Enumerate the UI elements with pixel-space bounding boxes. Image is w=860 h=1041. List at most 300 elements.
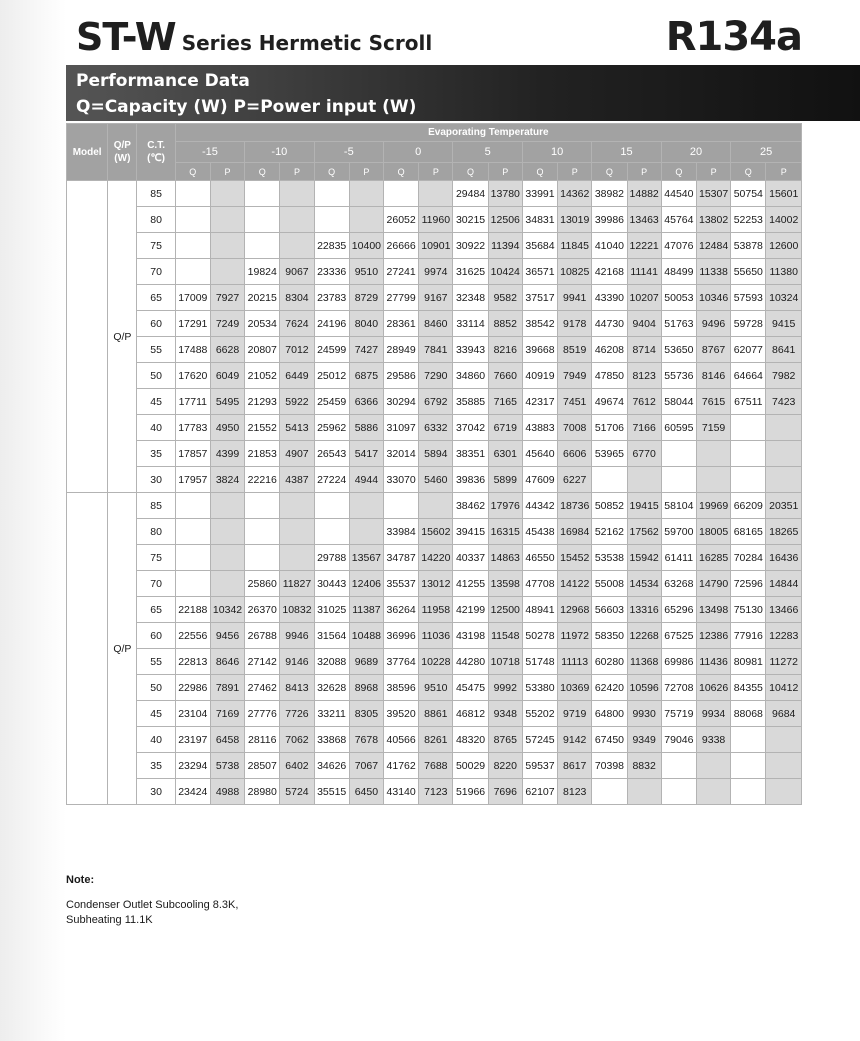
- table-row: [67, 545, 802, 571]
- capacity-cell: 23197: [175, 727, 210, 753]
- capacity-cell: 48941: [522, 597, 557, 623]
- power-cell: 12221: [627, 233, 661, 259]
- table-body: [67, 181, 802, 805]
- power-cell: 7891: [210, 675, 244, 701]
- power-cell: 8413: [280, 675, 314, 701]
- capacity-cell: 47850: [592, 363, 627, 389]
- capacity-cell: 50278: [522, 623, 557, 649]
- capacity-cell: [384, 493, 419, 519]
- power-cell: 8123: [627, 363, 661, 389]
- power-cell: 5899: [488, 467, 522, 493]
- model-cell: [67, 181, 108, 493]
- capacity-cell: 55736: [661, 363, 696, 389]
- power-cell: 7290: [419, 363, 453, 389]
- table-row: [67, 285, 802, 311]
- capacity-cell: 22216: [245, 467, 280, 493]
- power-cell: 7624: [280, 311, 314, 337]
- capacity-cell: 23104: [175, 701, 210, 727]
- power-cell: 9582: [488, 285, 522, 311]
- power-cell: [210, 545, 244, 571]
- power-cell: 11972: [558, 623, 592, 649]
- evap-temp-label: -10: [245, 142, 314, 163]
- capacity-cell: 31097: [384, 415, 419, 441]
- capacity-cell: 45640: [522, 441, 557, 467]
- power-cell: 9167: [419, 285, 453, 311]
- power-cell: 6458: [210, 727, 244, 753]
- capacity-cell: 50029: [453, 753, 488, 779]
- power-cell: 15601: [766, 181, 802, 207]
- capacity-cell: 27224: [314, 467, 349, 493]
- capacity-cell: 19824: [245, 259, 280, 285]
- capacity-cell: 32088: [314, 649, 349, 675]
- capacity-cell: 40337: [453, 545, 488, 571]
- power-cell: 9067: [280, 259, 314, 285]
- capacity-cell: 33991: [522, 181, 557, 207]
- capacity-cell: [245, 519, 280, 545]
- capacity-cell: 58350: [592, 623, 627, 649]
- power-cell: 15452: [558, 545, 592, 571]
- capacity-cell: 20807: [245, 337, 280, 363]
- power-cell: 8861: [419, 701, 453, 727]
- power-cell: [280, 207, 314, 233]
- capacity-cell: 47609: [522, 467, 557, 493]
- capacity-cell: 45475: [453, 675, 488, 701]
- power-cell: 10369: [558, 675, 592, 701]
- capacity-cell: 33114: [453, 311, 488, 337]
- power-cell: 11272: [766, 649, 802, 675]
- capacity-cell: 44540: [661, 181, 696, 207]
- power-cell: [210, 259, 244, 285]
- condensing-temp-cell: 80: [137, 519, 175, 545]
- power-cell: 8304: [280, 285, 314, 311]
- capacity-cell: [592, 779, 627, 805]
- power-cell: 5738: [210, 753, 244, 779]
- capacity-cell: [314, 493, 349, 519]
- condensing-temp-cell: 70: [137, 571, 175, 597]
- table-row: [67, 389, 802, 415]
- capacity-cell: 47708: [522, 571, 557, 597]
- capacity-cell: 27142: [245, 649, 280, 675]
- table-row: [67, 181, 802, 207]
- capacity-cell: [175, 259, 210, 285]
- q-subheader: Q: [661, 163, 696, 181]
- power-cell: [627, 779, 661, 805]
- capacity-cell: 28507: [245, 753, 280, 779]
- capacity-cell: 53538: [592, 545, 627, 571]
- evap-temp-label: -5: [314, 142, 383, 163]
- capacity-cell: 46208: [592, 337, 627, 363]
- power-cell: 11958: [419, 597, 453, 623]
- capacity-cell: 39668: [522, 337, 557, 363]
- power-cell: 12268: [627, 623, 661, 649]
- power-cell: 12406: [349, 571, 383, 597]
- capacity-cell: 45438: [522, 519, 557, 545]
- capacity-cell: 29586: [384, 363, 419, 389]
- p-subheader: P: [280, 163, 314, 181]
- capacity-cell: 17857: [175, 441, 210, 467]
- capacity-cell: 67511: [731, 389, 766, 415]
- page-margin-shade: [0, 0, 66, 1041]
- power-cell: 9510: [349, 259, 383, 285]
- condensing-temp-cell: 60: [137, 623, 175, 649]
- power-cell: 10424: [488, 259, 522, 285]
- power-cell: 9719: [558, 701, 592, 727]
- capacity-cell: 88068: [731, 701, 766, 727]
- p-subheader: P: [766, 163, 802, 181]
- capacity-cell: 27776: [245, 701, 280, 727]
- power-cell: [766, 727, 802, 753]
- power-cell: 9348: [488, 701, 522, 727]
- capacity-cell: 58104: [661, 493, 696, 519]
- capacity-cell: 43198: [453, 623, 488, 649]
- power-cell: 7688: [419, 753, 453, 779]
- power-cell: 10412: [766, 675, 802, 701]
- power-cell: [766, 779, 802, 805]
- capacity-cell: 44730: [592, 311, 627, 337]
- q-subheader: Q: [314, 163, 349, 181]
- capacity-cell: 32348: [453, 285, 488, 311]
- table-row: [67, 259, 802, 285]
- capacity-cell: 37517: [522, 285, 557, 311]
- capacity-cell: 32628: [314, 675, 349, 701]
- power-cell: 13463: [627, 207, 661, 233]
- qp-cell: Q/P: [108, 181, 137, 493]
- power-cell: 6402: [280, 753, 314, 779]
- power-cell: 7169: [210, 701, 244, 727]
- power-cell: 11827: [280, 571, 314, 597]
- table-row: [67, 519, 802, 545]
- page-title: [76, 14, 432, 66]
- power-cell: 7726: [280, 701, 314, 727]
- capacity-cell: 45764: [661, 207, 696, 233]
- capacity-cell: 35684: [522, 233, 557, 259]
- capacity-cell: 75719: [661, 701, 696, 727]
- power-cell: [210, 493, 244, 519]
- capacity-cell: 31564: [314, 623, 349, 649]
- capacity-cell: 17009: [175, 285, 210, 311]
- power-cell: 7067: [349, 753, 383, 779]
- power-cell: 14882: [627, 181, 661, 207]
- power-cell: [766, 753, 802, 779]
- capacity-cell: 38462: [453, 493, 488, 519]
- power-cell: 8852: [488, 311, 522, 337]
- power-cell: 7427: [349, 337, 383, 363]
- power-cell: 13802: [696, 207, 730, 233]
- power-cell: 8765: [488, 727, 522, 753]
- capacity-cell: 46550: [522, 545, 557, 571]
- evap-temp-label: 20: [661, 142, 730, 163]
- capacity-cell: 42199: [453, 597, 488, 623]
- q-subheader: Q: [175, 163, 210, 181]
- capacity-cell: 38351: [453, 441, 488, 467]
- power-cell: 6301: [488, 441, 522, 467]
- capacity-cell: 27462: [245, 675, 280, 701]
- power-cell: 7166: [627, 415, 661, 441]
- power-cell: 9946: [280, 623, 314, 649]
- power-cell: 7615: [696, 389, 730, 415]
- capacity-cell: 53650: [661, 337, 696, 363]
- capacity-cell: 43390: [592, 285, 627, 311]
- power-cell: 10228: [419, 649, 453, 675]
- capacity-cell: [314, 519, 349, 545]
- capacity-cell: 41762: [384, 753, 419, 779]
- power-cell: 11960: [419, 207, 453, 233]
- power-cell: 7062: [280, 727, 314, 753]
- power-cell: 6770: [627, 441, 661, 467]
- q-subheader: Q: [245, 163, 280, 181]
- capacity-cell: 23424: [175, 779, 210, 805]
- power-cell: 9510: [419, 675, 453, 701]
- power-cell: 4944: [349, 467, 383, 493]
- condensing-temp-cell: 35: [137, 441, 175, 467]
- table-row: [67, 649, 802, 675]
- capacity-cell: 60280: [592, 649, 627, 675]
- power-cell: 13498: [696, 597, 730, 623]
- table-row: [67, 753, 802, 779]
- capacity-cell: 48320: [453, 727, 488, 753]
- power-cell: 12968: [558, 597, 592, 623]
- capacity-cell: [245, 233, 280, 259]
- ct-header: C.T. (℃): [137, 124, 175, 181]
- power-cell: 9689: [349, 649, 383, 675]
- capacity-cell: 48499: [661, 259, 696, 285]
- capacity-cell: 34831: [522, 207, 557, 233]
- capacity-cell: 24599: [314, 337, 349, 363]
- capacity-cell: 59537: [522, 753, 557, 779]
- capacity-cell: 67450: [592, 727, 627, 753]
- power-cell: 11548: [488, 623, 522, 649]
- power-cell: 15307: [696, 181, 730, 207]
- capacity-cell: [175, 571, 210, 597]
- capacity-cell: 23336: [314, 259, 349, 285]
- capacity-cell: 60595: [661, 415, 696, 441]
- capacity-cell: 22556: [175, 623, 210, 649]
- power-cell: 6450: [349, 779, 383, 805]
- capacity-cell: 80981: [731, 649, 766, 675]
- power-cell: 13780: [488, 181, 522, 207]
- capacity-cell: 44280: [453, 649, 488, 675]
- capacity-cell: [661, 441, 696, 467]
- capacity-cell: [245, 493, 280, 519]
- power-cell: 5495: [210, 389, 244, 415]
- condensing-temp-cell: 30: [137, 779, 175, 805]
- power-cell: 5413: [280, 415, 314, 441]
- power-cell: 10718: [488, 649, 522, 675]
- power-cell: [280, 233, 314, 259]
- power-cell: 10342: [210, 597, 244, 623]
- note-line: Subheating 11.1K: [66, 914, 153, 926]
- capacity-cell: [175, 181, 210, 207]
- capacity-cell: 70284: [731, 545, 766, 571]
- capacity-cell: 75130: [731, 597, 766, 623]
- power-cell: 8123: [558, 779, 592, 805]
- capacity-cell: 17620: [175, 363, 210, 389]
- power-cell: 10324: [766, 285, 802, 311]
- capacity-cell: 39520: [384, 701, 419, 727]
- power-cell: 5460: [419, 467, 453, 493]
- power-cell: [210, 571, 244, 597]
- capacity-cell: 62077: [731, 337, 766, 363]
- power-cell: 14122: [558, 571, 592, 597]
- capacity-cell: 51763: [661, 311, 696, 337]
- capacity-cell: 30294: [384, 389, 419, 415]
- power-cell: 7841: [419, 337, 453, 363]
- capacity-cell: 28116: [245, 727, 280, 753]
- power-cell: [349, 181, 383, 207]
- power-cell: 11436: [696, 649, 730, 675]
- power-cell: [280, 519, 314, 545]
- capacity-cell: 34787: [384, 545, 419, 571]
- power-cell: 8261: [419, 727, 453, 753]
- capacity-cell: 38982: [592, 181, 627, 207]
- power-cell: 11036: [419, 623, 453, 649]
- capacity-cell: 35885: [453, 389, 488, 415]
- power-cell: 9142: [558, 727, 592, 753]
- power-cell: 16984: [558, 519, 592, 545]
- capacity-cell: 22986: [175, 675, 210, 701]
- table-header: [67, 124, 802, 181]
- capacity-cell: 51706: [592, 415, 627, 441]
- capacity-cell: 77916: [731, 623, 766, 649]
- capacity-cell: 55202: [522, 701, 557, 727]
- capacity-cell: 23294: [175, 753, 210, 779]
- q-subheader: Q: [522, 163, 557, 181]
- evap-temp-label: 15: [592, 142, 661, 163]
- power-cell: 6606: [558, 441, 592, 467]
- power-cell: 6449: [280, 363, 314, 389]
- power-cell: 9404: [627, 311, 661, 337]
- capacity-cell: 36264: [384, 597, 419, 623]
- capacity-cell: 57593: [731, 285, 766, 311]
- power-cell: 8729: [349, 285, 383, 311]
- q-subheader: Q: [384, 163, 419, 181]
- capacity-cell: 25962: [314, 415, 349, 441]
- note-line: Condenser Outlet Subcooling 8.3K,: [66, 899, 239, 911]
- power-cell: 13598: [488, 571, 522, 597]
- capacity-cell: 57245: [522, 727, 557, 753]
- power-cell: [210, 233, 244, 259]
- capacity-cell: 40919: [522, 363, 557, 389]
- power-cell: 12283: [766, 623, 802, 649]
- power-cell: 6366: [349, 389, 383, 415]
- capacity-cell: 52253: [731, 207, 766, 233]
- series-name: ST-W: [76, 15, 176, 59]
- power-cell: 10596: [627, 675, 661, 701]
- power-cell: 8968: [349, 675, 383, 701]
- capacity-cell: 25012: [314, 363, 349, 389]
- power-cell: 9941: [558, 285, 592, 311]
- power-cell: 10207: [627, 285, 661, 311]
- power-cell: 12500: [488, 597, 522, 623]
- capacity-cell: [731, 779, 766, 805]
- power-cell: 7165: [488, 389, 522, 415]
- table-row: [67, 597, 802, 623]
- capacity-cell: 70398: [592, 753, 627, 779]
- table-row: [67, 337, 802, 363]
- q-subheader: Q: [453, 163, 488, 181]
- power-cell: 8460: [419, 311, 453, 337]
- power-cell: 7249: [210, 311, 244, 337]
- capacity-cell: 59728: [731, 311, 766, 337]
- capacity-cell: 30922: [453, 233, 488, 259]
- capacity-cell: 64800: [592, 701, 627, 727]
- capacity-cell: 72596: [731, 571, 766, 597]
- evap-temp-label: 0: [384, 142, 453, 163]
- capacity-cell: 22835: [314, 233, 349, 259]
- power-cell: 19415: [627, 493, 661, 519]
- capacity-cell: [314, 207, 349, 233]
- power-cell: 14534: [627, 571, 661, 597]
- power-cell: 10346: [696, 285, 730, 311]
- capacity-cell: [175, 493, 210, 519]
- condensing-temp-cell: 75: [137, 233, 175, 259]
- power-cell: 6227: [558, 467, 592, 493]
- power-cell: 15942: [627, 545, 661, 571]
- condensing-temp-cell: 85: [137, 181, 175, 207]
- p-subheader: P: [558, 163, 592, 181]
- power-cell: 7451: [558, 389, 592, 415]
- power-cell: 8040: [349, 311, 383, 337]
- capacity-cell: 55650: [731, 259, 766, 285]
- power-cell: 5886: [349, 415, 383, 441]
- title-bar: [0, 0, 860, 65]
- evap-temp-label: 10: [522, 142, 591, 163]
- capacity-cell: 31625: [453, 259, 488, 285]
- capacity-cell: 25459: [314, 389, 349, 415]
- power-cell: 9178: [558, 311, 592, 337]
- capacity-cell: 20215: [245, 285, 280, 311]
- capacity-cell: [661, 779, 696, 805]
- power-cell: [766, 415, 802, 441]
- condensing-temp-cell: 45: [137, 701, 175, 727]
- power-cell: 18736: [558, 493, 592, 519]
- power-cell: 8146: [696, 363, 730, 389]
- capacity-cell: 21552: [245, 415, 280, 441]
- power-cell: 5417: [349, 441, 383, 467]
- power-cell: 14362: [558, 181, 592, 207]
- capacity-cell: 38542: [522, 311, 557, 337]
- power-cell: 9415: [766, 311, 802, 337]
- capacity-cell: 47076: [661, 233, 696, 259]
- p-subheader: P: [627, 163, 661, 181]
- power-cell: 9930: [627, 701, 661, 727]
- power-cell: 13019: [558, 207, 592, 233]
- table-row: [67, 415, 802, 441]
- capacity-cell: [175, 233, 210, 259]
- power-cell: 10488: [349, 623, 383, 649]
- capacity-cell: 22188: [175, 597, 210, 623]
- capacity-cell: 27799: [384, 285, 419, 311]
- capacity-cell: 41040: [592, 233, 627, 259]
- table-row: [67, 467, 802, 493]
- power-cell: 12386: [696, 623, 730, 649]
- capacity-cell: [245, 545, 280, 571]
- power-cell: 14844: [766, 571, 802, 597]
- capacity-cell: [731, 467, 766, 493]
- power-cell: 7696: [488, 779, 522, 805]
- power-cell: 8617: [558, 753, 592, 779]
- power-cell: 8216: [488, 337, 522, 363]
- units-legend: Q=Capacity (W) P=Power input (W): [76, 97, 417, 117]
- power-cell: 13567: [349, 545, 383, 571]
- power-cell: 9456: [210, 623, 244, 649]
- power-cell: 9146: [280, 649, 314, 675]
- model-cell: [67, 493, 108, 805]
- capacity-cell: 28980: [245, 779, 280, 805]
- power-cell: [349, 519, 383, 545]
- capacity-cell: 41255: [453, 571, 488, 597]
- power-cell: 7949: [558, 363, 592, 389]
